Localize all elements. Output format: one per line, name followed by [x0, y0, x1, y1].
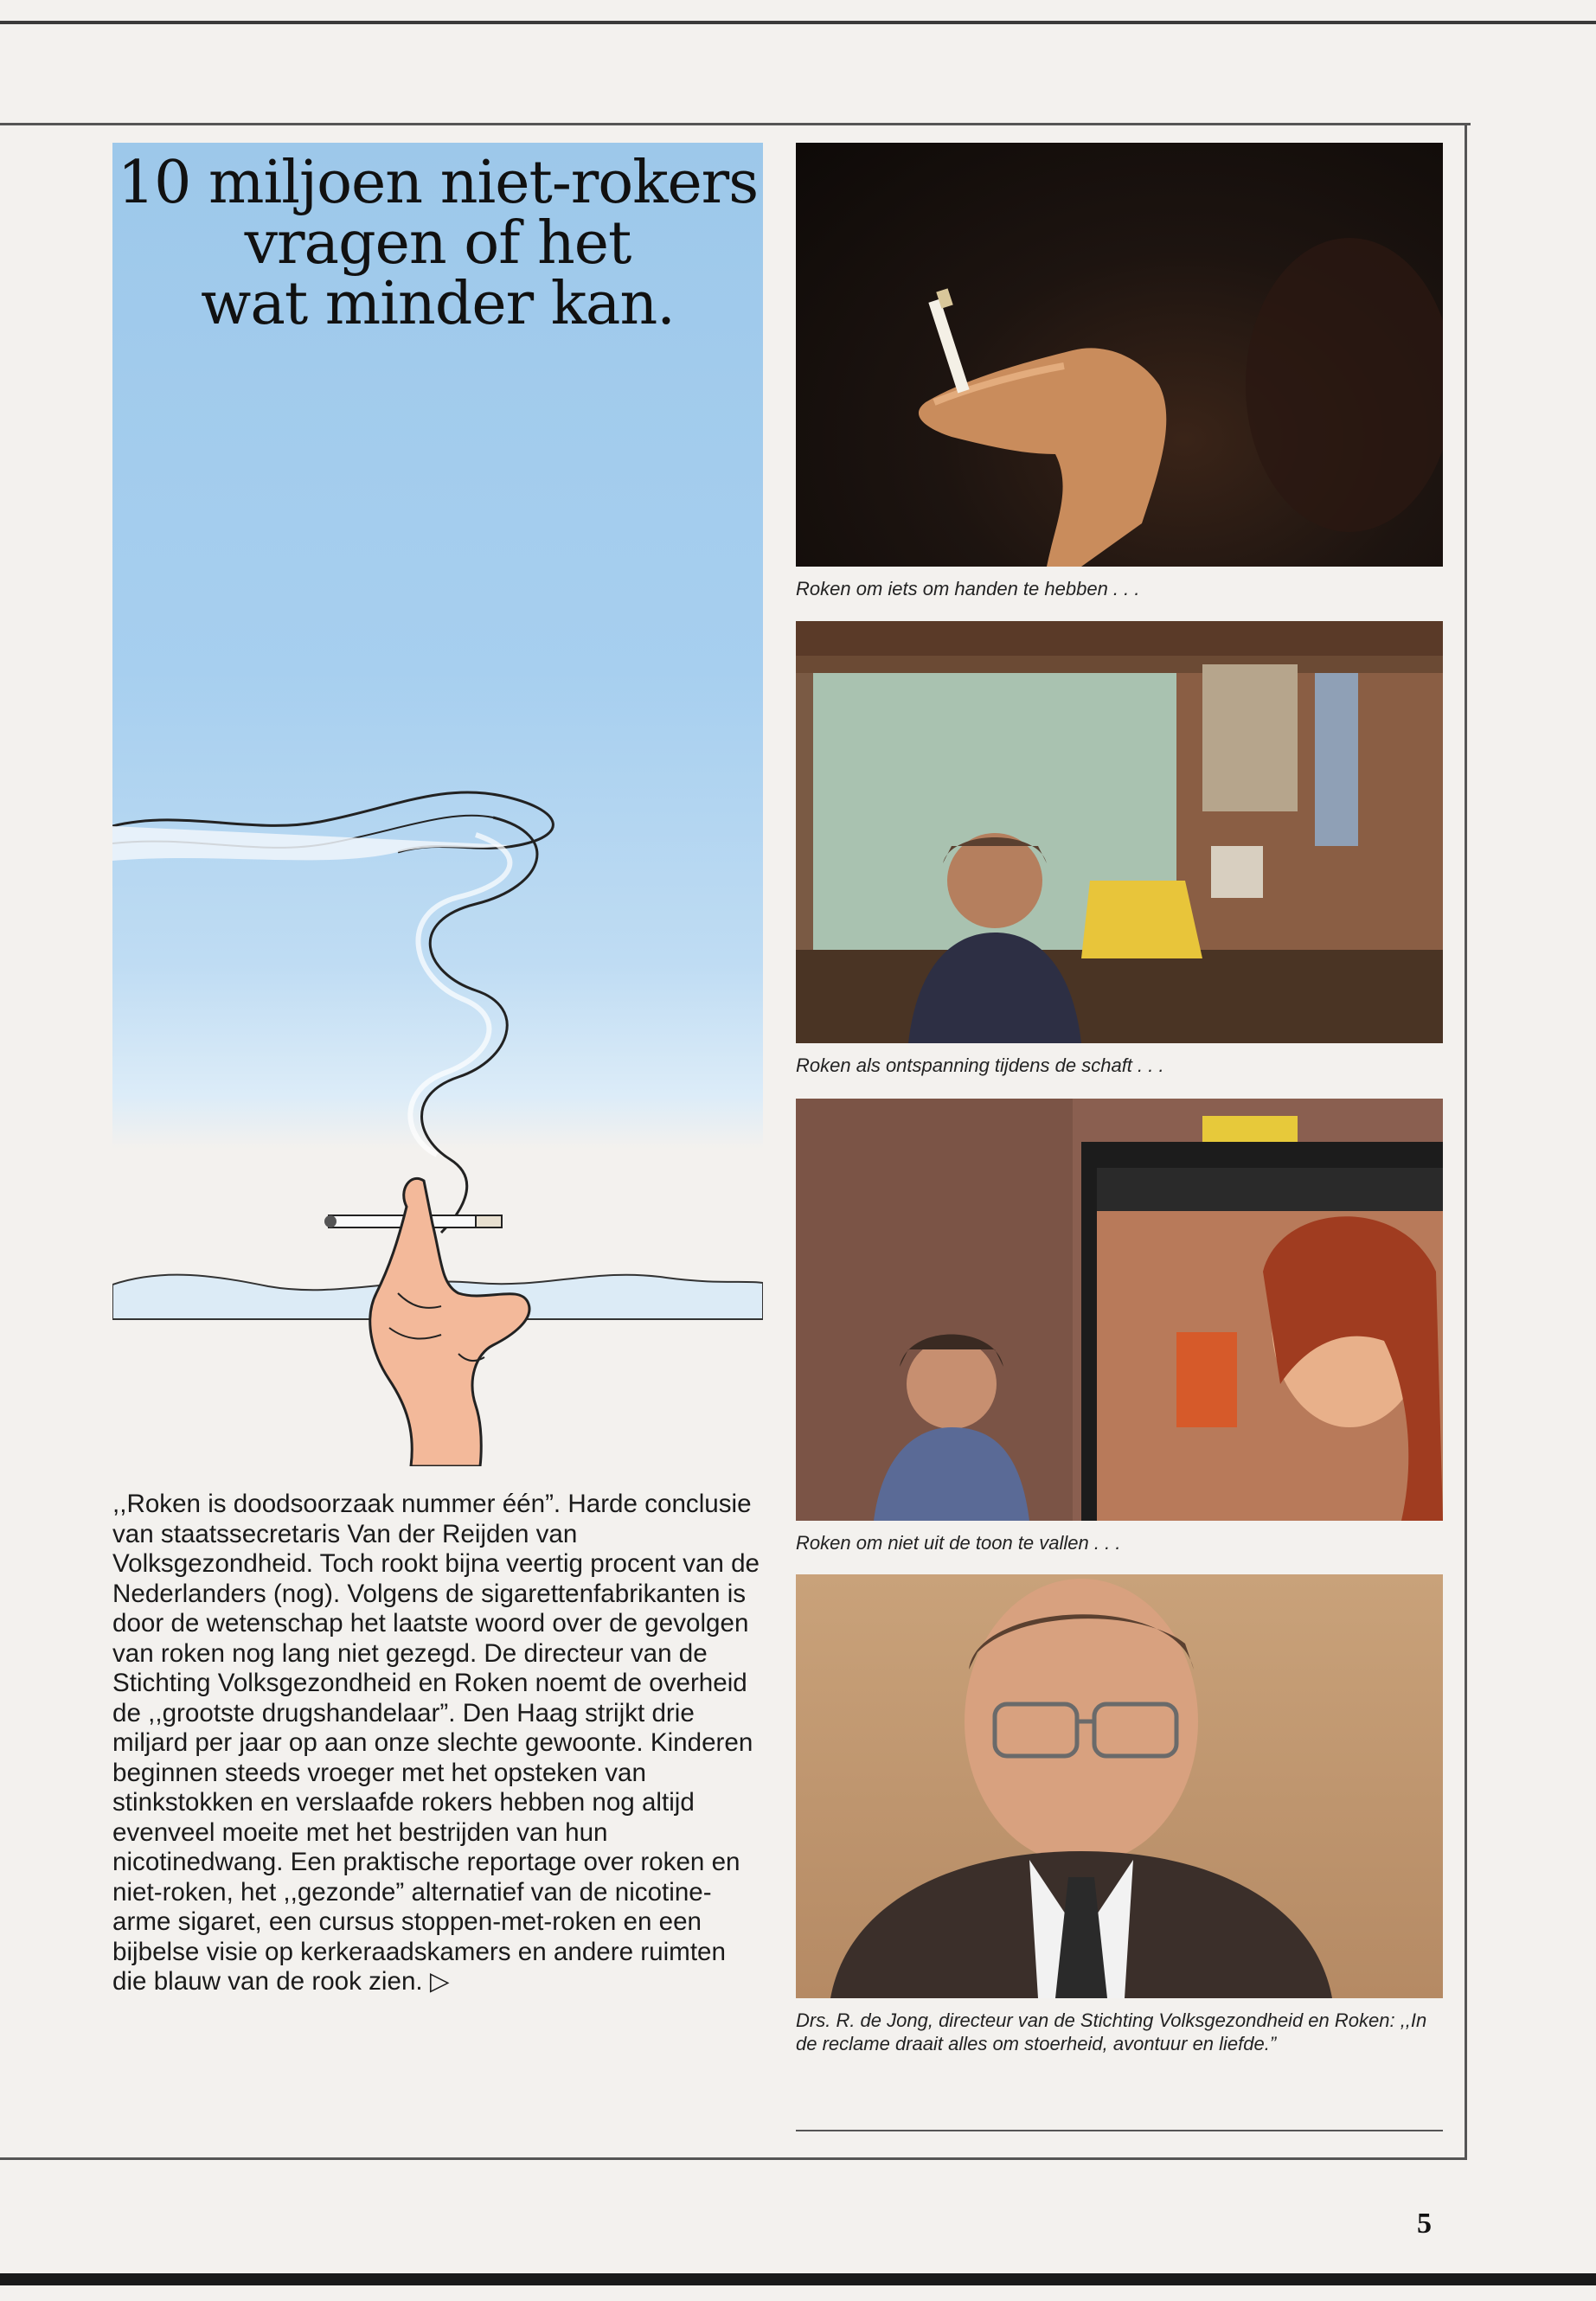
photo-billboard-youth: [796, 1099, 1443, 1521]
frame-rule-right: [1465, 123, 1467, 2160]
photo-portrait-de-jong: [796, 1574, 1443, 1998]
photo-canteen-smoker: [796, 621, 1443, 1043]
caption-photo-4: Drs. R. de Jong, directeur van de Stichting Volksgezondheid en Roken: ,,In de reclame draait alles om stoerheid, avontuur en liefde.”: [796, 2009, 1427, 2054]
intro-paragraph: ,,Roken is doodsoorzaak nummer één”. Harde conclusie van staatssecretaris Van der Reijden van Volksgezondheid. Toch rookt bijna veertig procent van de Nederlanders (nog). Volgens de sigarettenfabrikanten is door de wetenschap het laatste woord over de gevolgen van roken nog lang niet gezegd. De directeur van de Stichting Volksgezondheid en Roken noemt de overheid de ,,grootste drugshandelaar”. Den Haag strijkt drie miljard per jaar op aan onze slechte gewoonte. Kinderen beginnen steeds vroeger met het opsteken van stinkstokken en verslaafde rokers hebben nog altijd evenveel moeite met het bestrijden van hun nicotinedwang. Een praktische reportage over roken en niet-roken, het ,,gezonde” alternatief van de nicotine-arme sigaret, een cursus stoppen-met-roken en een bijbelse visie op kerkeraadskamers en andere ruimten die blauw van de rook zien. ▷: [112, 1490, 760, 1996]
headline-line-1: 10 miljoen niet-rokers: [117, 149, 759, 217]
caption-photo-2: Roken als ontspanning tijdens de schaft . . .: [796, 1054, 1164, 1076]
headline-line-3: wat minder kan.: [201, 270, 675, 338]
caption-divider: [796, 2130, 1443, 2131]
smoke-hand-drawing: [112, 143, 763, 1466]
cartoon-illustration: [112, 143, 763, 1466]
caption-photo-1: Roken om iets om handen te hebben . . .: [796, 578, 1140, 599]
bottom-rule: [0, 2273, 1596, 2285]
page-number: 5: [1417, 2208, 1432, 2240]
frame-rule-bottom: [0, 2157, 1467, 2160]
top-rule: [0, 21, 1596, 24]
caption-photo-3: Roken om niet uit de toon te vallen . . .: [796, 1532, 1121, 1554]
headline-line-2: vragen of het: [244, 209, 631, 278]
frame-rule-top: [0, 123, 1471, 125]
photo-hand-cigarette: [796, 143, 1443, 567]
